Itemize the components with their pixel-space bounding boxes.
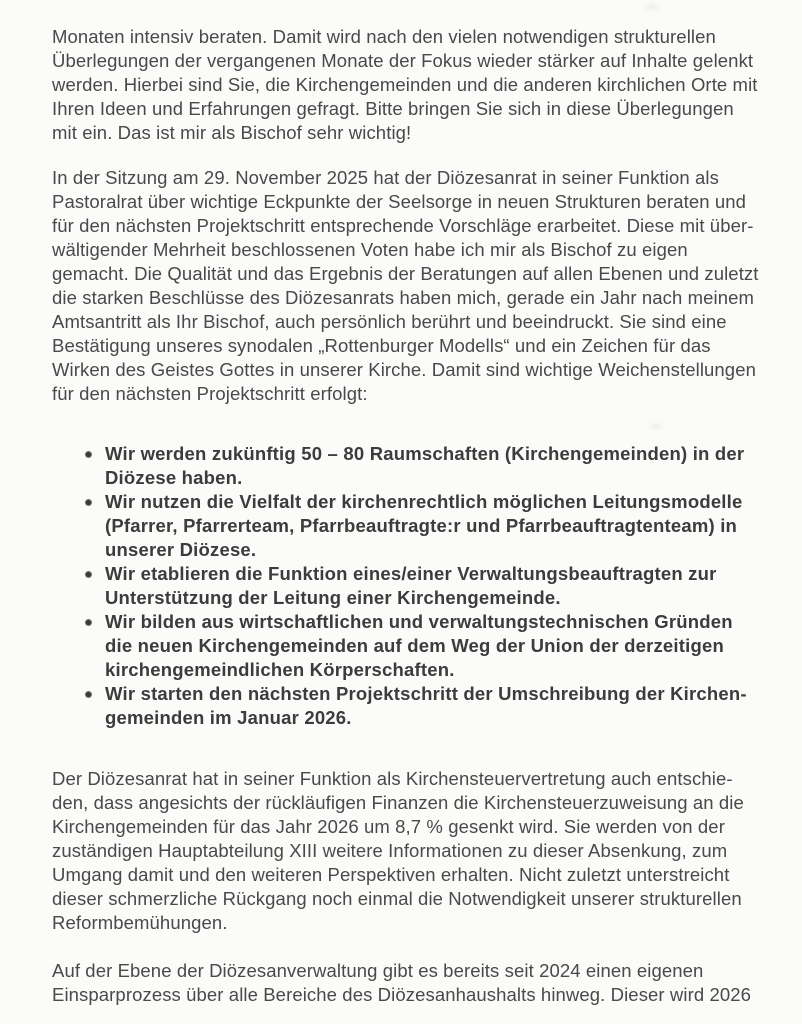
text-line: Auf der Ebene der Diözesanverwaltung gibt es bereits seit 2024 einen eigenen	[52, 960, 704, 981]
text-line: die starken Beschlüsse des Diözesanrats haben mich, gerade ein Jahr nach meinem	[52, 287, 755, 308]
text-line: Kirchengemeinden für das Jahr 2026 um 8,7 % gesenkt wird. Sie werden von der	[52, 816, 725, 837]
text-line: werden. Hierbei sind Sie, die Kirchengemeinden und die anderen kirchlichen Orte mit	[52, 74, 758, 95]
text-line: Ihren Ideen und Erfahrungen gefragt. Bitte bringen Sie sich in diese Überlegungen	[52, 98, 734, 119]
text-line: Wir werden zukünftig 50 – 80 Raumschaften (Kirchengemeinden) in der	[105, 443, 745, 464]
bullet-item	[52, 610, 774, 682]
text-line: gemacht. Die Qualität und das Ergebnis der Beratungen auf allen Ebenen und zuletzt	[52, 263, 759, 284]
bullet-text	[105, 490, 742, 562]
text-line: unserer Diözese.	[105, 539, 257, 560]
bullet-text	[105, 610, 733, 682]
text-line: Der Diözesanrat hat in seiner Funktion als Kirchensteuervertretung auch entschie-	[52, 768, 733, 789]
bullet-item	[52, 682, 774, 730]
text-line: In der Sitzung am 29. November 2025 hat der Diözesanrat in seiner Funktion als	[52, 167, 719, 188]
text-line: (Pfarrer, Pfarrerteam, Pfarrbeauftragte:r und Pfarrbeauftragtenteam) in	[105, 515, 738, 536]
text-line: Bestätigung unseres synodalen „Rottenburger Modells“ und ein Zeichen für das	[52, 335, 711, 356]
bullet-text	[105, 682, 747, 730]
text-line: zuständigen Hauptabteilung XIII weitere Informationen zu dieser Absenkung, zum	[52, 840, 728, 861]
text-line: Diözese haben.	[105, 467, 243, 488]
text-line: Wir starten den nächsten Projektschritt der Umschreibung der Kirchen-	[105, 683, 747, 704]
text-line: mit ein. Das ist mir als Bischof sehr wichtig!	[52, 122, 412, 143]
paragraph-intro	[52, 25, 774, 145]
text-line: Monaten intensiv beraten. Damit wird nach den vielen notwendigen strukturellen	[52, 26, 716, 47]
bullet-item	[52, 562, 774, 610]
bullet-icon	[85, 451, 92, 458]
bullet-icon	[85, 499, 92, 506]
bullet-item	[52, 490, 774, 562]
text-line: wältigender Mehrheit beschlossenen Voten habe ich mir als Bischof zu eigen	[52, 239, 688, 260]
text-line: für den nächsten Projektschritt erfolgt:	[52, 383, 368, 404]
paragraph-einsparprozess	[52, 959, 774, 1007]
text-line: Amtsantritt als Ihr Bischof, auch persönlich berührt und beeindruckt. Sie sind eine	[52, 311, 727, 332]
text-line: Wir bilden aus wirtschaftlichen und verwaltungstechnischen Gründen	[105, 611, 733, 632]
text-line: Überlegungen der vergangenen Monate der Fokus wieder stärker auf Inhalte gelenkt	[52, 50, 754, 71]
bullet-icon	[85, 691, 92, 698]
text-line: Umgang damit und den weiteren Perspektiven erhalten. Nicht zuletzt unterstreicht	[52, 864, 730, 885]
text-line: Pastoralrat über wichtige Eckpunkte der Seelsorge in neuen Strukturen beraten und	[52, 191, 747, 212]
bullet-text	[105, 562, 717, 610]
text-line: den, dass angesichts der rückläufigen Finanzen die Kirchensteuerzuweisung an die	[52, 792, 744, 813]
bullet-icon	[85, 619, 92, 626]
text-line: gemeinden im Januar 2026.	[105, 707, 352, 728]
paragraph-dioezesanrat-sitzung	[52, 166, 774, 406]
paragraph-kirchensteuer	[52, 767, 774, 935]
text-line: die neuen Kirchengemeinden auf dem Weg der Union der derzeitigen	[105, 635, 724, 656]
text-line: Wir nutzen die Vielfalt der kirchenrechtlich möglichen Leitungsmodelle	[105, 491, 743, 512]
bullet-item	[52, 442, 774, 490]
text-line: Wir etablieren die Funktion eines/einer Verwaltungsbeauftragten zur	[105, 563, 717, 584]
text-line: kirchengemeindlichen Körperschaften.	[105, 659, 455, 680]
text-line: Wirken des Geistes Gottes in unserer Kirche. Damit sind wichtige Weichenstellungen	[52, 359, 756, 380]
bullet-text	[105, 442, 744, 490]
text-line: für den nächsten Projektschritt entsprechende Vorschläge erarbeitet. Diese mit über-	[52, 215, 754, 236]
decisions-bullet-list	[52, 442, 774, 730]
text-line: Unterstützung der Leitung einer Kirchengemeinde.	[105, 587, 561, 608]
bullet-icon	[85, 571, 92, 578]
text-line: Einsparprozess über alle Bereiche des Diözesanhaushalts hinweg. Dieser wird 2026	[52, 984, 752, 1005]
text-line: Reformbemühungen.	[52, 912, 228, 933]
text-line: dieser schmerzliche Rückgang noch einmal die Notwendigkeit unserer strukturellen	[52, 888, 742, 909]
